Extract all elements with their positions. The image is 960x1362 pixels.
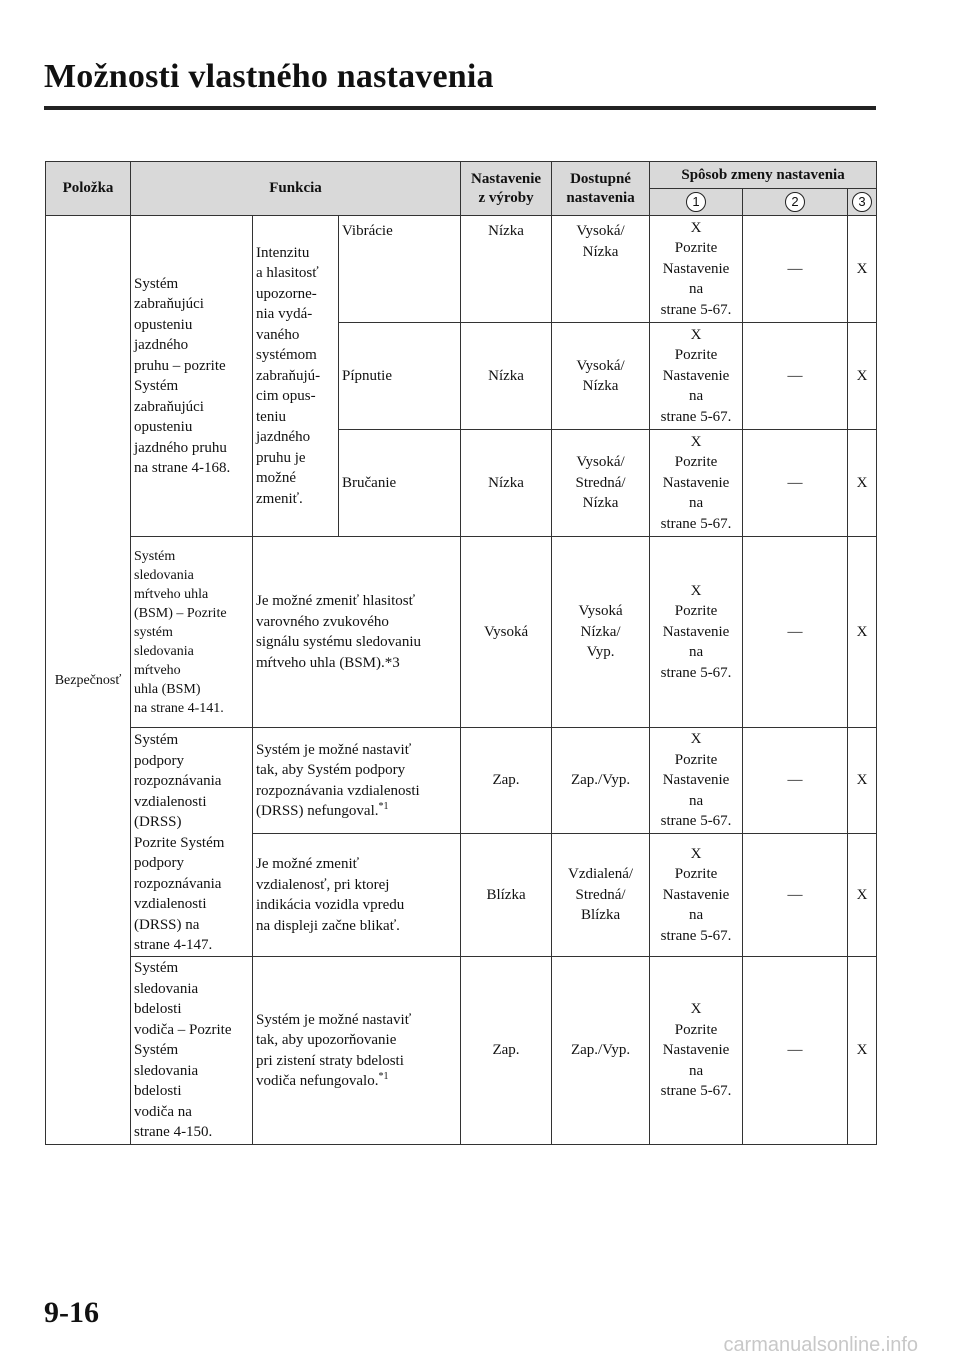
header-funkcia: Funkcia [131,162,461,216]
settings-table [45,161,877,1145]
factory-cell: Zap. [461,728,552,834]
available-cell: Zap./Vyp. [552,957,650,1145]
lkas-type-cell: Pípnutie [339,323,461,430]
page-title: Možnosti vlastného nastavenia [44,58,494,95]
table-row [46,957,877,1145]
header-method-3 [848,189,877,216]
available-cell: Vysoká/ Nízka [552,216,650,323]
available-cell: Zap./Vyp. [552,728,650,834]
title-rule [44,106,876,110]
header-row [46,162,877,189]
method-1-cell: X Pozrite Nastavenie na strane 5-67. [650,957,743,1145]
method-2-cell: — [743,430,848,537]
lkas-type-cell: Vibrácie [339,216,461,323]
method-3-cell: X [848,323,877,430]
factory-cell: Vysoká [461,537,552,728]
method-1-cell: X Pozrite Nastavenie na strane 5-67. [650,323,743,430]
method-1-cell: X Pozrite Nastavenie na strane 5-67. [650,728,743,834]
table-row [46,216,877,323]
footnote-ref: *1 [378,1071,389,1082]
method-3-cell: X [848,834,877,957]
header-nastavenie: Nastavenie z výroby [461,162,552,216]
category-cell: Bezpečnosť [46,216,131,1145]
method-2-cell: — [743,537,848,728]
method-1-cell: X Pozrite Nastavenie na strane 5-67. [650,430,743,537]
method-2-cell: — [743,216,848,323]
header-dostupne: Dostupné nastavenia [552,162,650,216]
method-2-cell: — [743,323,848,430]
factory-cell: Blízka [461,834,552,957]
factory-cell: Nízka [461,216,552,323]
method-1-cell: X Pozrite Nastavenie na strane 5-67. [650,216,743,323]
header-method-1 [650,189,743,216]
watermark: carmanualsonline.info [723,1334,918,1356]
drss-function-text: Systém je možné nastaviť tak, aby Systém podpory rozpoznávania vzdialenosti (DRSS) nefungoval. [256,741,420,819]
factory-cell: Nízka [461,430,552,537]
method-3-cell: X [848,957,877,1145]
method-2-cell: — [743,834,848,957]
available-cell: Vysoká Nízka/ Vyp. [552,537,650,728]
header-sposob: Spôsob zmeny nastavenia [650,162,877,189]
method-2-cell: — [743,728,848,834]
method-3-cell: X [848,430,877,537]
method-1-icon: 1 [686,192,706,212]
page-number: 9-16 [44,1296,99,1329]
dam-function-text: Systém je možné nastaviť tak, aby upozorňovanie pri zistení straty bdelosti vodiča nefungovalo. [256,1011,412,1089]
table-row [46,728,877,834]
drss-function-cell: Je možné zmeniť vzdialenosť, pri ktorej indikácia vozidla vpredu na displeji začne blikať. [253,834,461,957]
factory-cell: Nízka [461,323,552,430]
drss-function-cell [253,728,461,834]
lkas-function-cell: Intenzitu a hlasitosť upozorne- nia vydá- vaného systémom zabraňujú- cim opus- teniu jazdného pruhu je možné zmeniť. [253,216,339,537]
lkas-system-cell: Systém zabraňujúci opusteniu jazdného pruhu – pozrite Systém zabraňujúci opusteniu jazdného pruhu na strane 4-168. [131,216,253,537]
available-cell: Vysoká/ Stredná/ Nízka [552,430,650,537]
footnote-ref: *1 [378,801,389,812]
header-method-2 [743,189,848,216]
method-2-cell: — [743,957,848,1145]
method-2-icon: 2 [785,192,805,212]
method-1-cell: X Pozrite Nastavenie na strane 5-67. [650,537,743,728]
method-1-cell: X Pozrite Nastavenie na strane 5-67. [650,834,743,957]
available-cell: Vysoká/ Nízka [552,323,650,430]
lkas-type-cell: Bručanie [339,430,461,537]
bsm-function-cell: Je možné zmeniť hlasitosť varovného zvukového signálu systému sledovaniu mŕtveho uhla (BSM).*3 [253,537,461,728]
method-3-cell: X [848,728,877,834]
table-row [46,537,877,728]
bsm-system-cell: Systém sledovania mŕtveho uhla (BSM) – Pozrite systém sledovania mŕtveho uhla (BSM) na strane 4-141. [131,537,253,728]
method-3-cell: X [848,537,877,728]
dam-system-cell: Systém sledovania bdelosti vodiča – Pozrite Systém sledovania bdelosti vodiča na strane 4-150. [131,957,253,1145]
dam-function-cell [253,957,461,1145]
available-cell: Vzdialená/ Stredná/ Blízka [552,834,650,957]
header-polozka: Položka [46,162,131,216]
method-3-icon: 3 [852,192,872,212]
drss-system-cell: Systém podpory rozpoznávania vzdialenosti (DRSS) Pozrite Systém podpory rozpoznávania vzdialenosti (DRSS) na strane 4-147. [131,728,253,957]
factory-cell: Zap. [461,957,552,1145]
method-3-cell: X [848,216,877,323]
